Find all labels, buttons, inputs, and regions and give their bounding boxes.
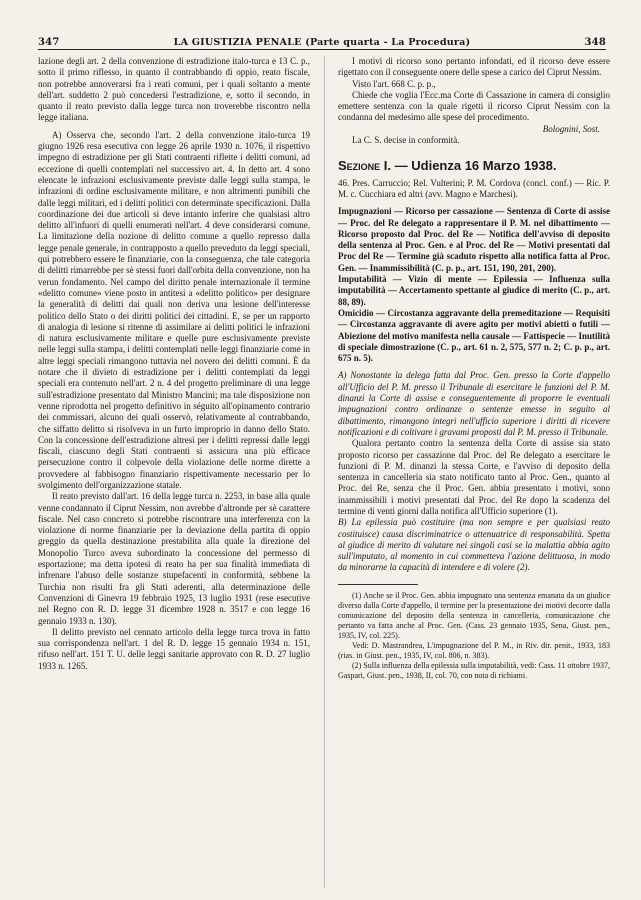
- section-heading: [338, 158, 610, 174]
- paragraph: Chiede che voglia l'Ecc.ma Corte di Cassazione in camera di consiglio emettere sentenza con la quale rigetti il ricorso Ciprut Nessim con la condanna del medesimo alle spese del procedimento.: [338, 89, 610, 123]
- page-number-right: 348: [584, 37, 606, 48]
- paragraph: La C. S. decise in conformità.: [352, 135, 460, 146]
- massima-a-cont: Qualora pertanto contro la sentenza della Corte di assise sia stato proposto ricorso per cassazione dal Proc. del Re delegato a esercitare le funzioni di P. M. dinanzi la stessa Corte, e l'avviso di deposito della sentenza in cancelleria sia stato notificato tanto al Proc. Gen., quanto al Proc. del Re, senza che il Proc. Gen. abbia presentato i motivi, sono inammissibili i motivi presentati dal Proc. del Re dopo la scadenza del termine di venti giorni dalla notifica all'Ufficio superiore (1).: [338, 438, 610, 516]
- footnote-rule: [338, 584, 418, 585]
- footnote: (1) Anche se il Proc. Gen. abbia impugnato una sentenza emanata da un giudice diverso dalla Corte d'appello, il termine per la presentazione dei motivi decorre dalla comunicazione del deposito della sentenza in cancelleria, comunicazione che pertanto va fatta anche al Proc. Gen. (Cass. 23 gennaio 1935, Sena, Giust. pen., 1935, IV, col. 225).: [338, 590, 610, 640]
- signature: Bolognini, Sost.: [542, 123, 600, 134]
- keyword-heading: Omicidio — Circostanza aggravante della premeditazione — Requisiti — Circostanza aggravante di avere agito per motivi abietti o futili — Abiezione del motivo manifesta nella causale — Fattispecie — Inutilità di speciale dimostrazione (C. p., art. 61 n. 2, 575, 577 n. 2; C. p. p., art. 675 n. 5).: [338, 307, 610, 364]
- paragraph: lazione degli art. 2 della convenzione di estradizione italo-turca e 13 C. p., sotto il primo riflesso, in quanto il contrabbando di oppio, reato fiscale, non potrebbe annoverarsi fra i reati comuni, per i quali soltanto a mente dell'art. suddetto 2 può concedersi l'estradizione, e, sotto il secondo, in quanto il reato previsto dalla legge turca non troverebbe riscontro nella legge italiana.: [38, 56, 310, 123]
- footnote: (2) Sulla influenza della epilessia sulla imputabilità, vedi: Cass. 11 ottobre 1937, Gaspari, Giust. pen., 1938, II, col. 70, con nota di richiami.: [338, 660, 610, 680]
- case-header: 46. Pres. Carruccio; Rel. Vulterini; P. M. Cordova (concl. conf.) — Ric. P. M. c. Cucchiara ed altri (avv. Magno e Marchesi).: [338, 177, 610, 199]
- keyword-heading: Imputabilità — Vizio di mente — Epilessia — Influenza sulla imputabilità — Accertamento spettante al giudice di merito (C. p., art. 88, 89).: [338, 274, 610, 307]
- paragraph: A) Osserva che, secondo l'art. 2 della convenzione italo-turca 19 giugno 1926 resa esecutiva con legge 26 aprile 1930 n. 1076, il rispettivo impegno di estradizione per gli Stati contraenti riflette i delitti comuni, ad eccezione di quelli contemplati nel successivo art. 4. In detto art. 4 sono elencate le infrazioni esclusivamente previste dalle leggi sulla stampa, le infrazioni di ordine esclusivamente militare, e non altrimenti punibili che dalle leggi militari, ed i delitti politici con determinate specificazioni. Dalla coordinazione dei due articoli si deve intanto inferire che qualsiasi altro delitto all'infuori di quelli enumerati nell'art. 4 deve considerarsi comune. La limitazione della nozione di delitto comune a quello represso dalla legge penale generale, in contrapposto a quello preveduto da leggi speciali, qui potrebbero essere le finanziarie, con la conseguenza, che tale categoria di delitti rimarrebbe per sè stessi fuori dall'orbita della convenzione, non ha verun fondamento. Nel campo del diritto penale internazionale il termine «delitto comune» viene posto in antitesi a «delitto politico» per designare la generalità di delitti dai quali non deriva una lesione dell'interesse politico dello Stato o dei diritti politici dei cittadini. E, se per un rapporto di analogia di lesione si ritenne di assimilare ai delitti politici le infrazioni di natura esclusivamente militare e quelle pure esclusivamente previste nelle leggi sulla stampa, i delitti contemplati nelle leggi finanziarie come in altre leggi speciali rimangono tuttavia nel novero dei delitti comuni. È da notare che il divieto di estradizione per i delitti contemplati da leggi speciali era contenuto nell'art. 2 n. 4 del progetto preliminare di una legge sull'estradizione presentato dal Ministro Mancini; ma tale disposizione non venne riprodotta nel progetto definitivo in séguito all'opinamento contrario dei commissari, alcuno dei quali osservò, relativamente al contrabbando, che siffatto delitto si risolveva in un furto improprio in danno dello Stato. Con la concessione dell'estradizione altresì per i delitti repressi dalle leggi fiscali, ciascuno degli Stati contraenti si assicura una più efficace persecuzione contro il colpevole della violazione delle norme dirette a provvedere al fabbisogno finanziario rispettivamente necessario per lo svolgimento dell'organizzazione statale.: [38, 129, 310, 490]
- right-column: [338, 56, 610, 681]
- column-separator: [324, 56, 325, 888]
- footnote: Vedi: D. Mastrandrea, L'impugnazione del P. M., in Riv. dir. penit., 1933, 183 (rias. in Giust. pen., 1935, IV, col. 806, n. 383).: [338, 640, 610, 660]
- massima-b: B) La epilessia può costituire (ma non sempre e per qualsiasi reato costituisce) causa discriminatrice o attenuatrice di responsabilità. Spetta al giudice di merito di valutare nei singoli casi se la malattia abbia agito sull'imputato, al momento in cui commetteva l'azione delittuosa, in modo da minorarne la capacità di intendere e di volere (2).: [338, 517, 610, 573]
- section-label: Sezione I.: [338, 158, 392, 174]
- header-rule: [38, 49, 606, 50]
- paragraph: Il delitto previsto nel cennato articolo della legge turca trova in fatto sua corrispondenza nell'art. 1 del R. D. legge 15 gennaio 1934 n. 151, rifuso nell'art. 151 T. U. delle leggi sanitarie approvato con R. D. 27 luglio 1933 n. 1265.: [38, 626, 310, 671]
- paragraph: I motivi di ricorso sono pertanto infondati, ed il ricorso deve essere rigettato con il conseguente onere delle spese a carico del Ciprut Nessim.: [338, 56, 610, 78]
- massima-a: A) Nonostante la delega fatta dal Proc. Gen. presso la Corte d'appello all'Ufficio del P. M. presso il Tribunale di esercitare le funzioni del P. M. dinanzi la Corte di assise e conseguentemente di proporre le eventuali impugnazioni contro ordinanze o sentenze emesse in seguito al dibattimento, rimangono integri nell'ufficio superiore i diritti di ricevere notificazioni e di coltivare i gravami proposti dal P. M. presso il Tribunale.: [338, 370, 610, 437]
- running-header: [38, 30, 606, 48]
- left-column: [38, 56, 310, 672]
- keyword-heading: Impugnazioni — Ricorso per cassazione — Sentenza di Corte di assise — Proc. del Re delegato a rappresentare il P. M. nel dibattimento — Ricorso proposto dal Proc. del Re — Notifica dell'avviso di deposito della sentenza al Proc. Gen. e al Proc. del Re — Motivi presentati dal Proc del Re — Termine già scaduto rispetto alla notifica fatta al Proc. Gen. — Inammissibilità (C. p. p., art. 151, 190, 201, 200).: [338, 206, 610, 273]
- journal-title: LA GIUSTIZIA PENALE (Parte quarta - La Procedura): [173, 37, 471, 48]
- section-date: — Udienza 16 Marzo 1938.: [394, 158, 557, 174]
- paragraph: Il reato previsto dall'art. 16 della legge turca n. 2253, in base alla quale venne condannato il Ciprut Nessim, non avrebbe d'altronde per sè carattere fiscale. Nel caso concreto si potrebbe riscontrare una interferenza con la violazione di norme finanziarie per la deviazione della partita di oppio greggio da quella destinazione prestabilita alla quale la direzione del Monopolio Turco aveva subordinato la concessione del permesso di esportazione; ma detta ipotesi di reato ha per sua finalità immediata di infrenare l'abuso delle sostanze stupefacenti in conformità, sebbene la Turchia non risulti fra gli Stati aderenti, alla determinazione delle Convenzioni di Ginevra 19 febbraio 1925, 13 luglio 1931 (rese esecutive nel Regno con R. D. legge 31 dicembre 1928 n. 3517 e con legge 16 gennaio 1933 n. 130).: [38, 491, 310, 626]
- page-number-left: 347: [38, 37, 60, 48]
- paragraph: Visto l'art. 668 C. p. p.,: [352, 78, 436, 89]
